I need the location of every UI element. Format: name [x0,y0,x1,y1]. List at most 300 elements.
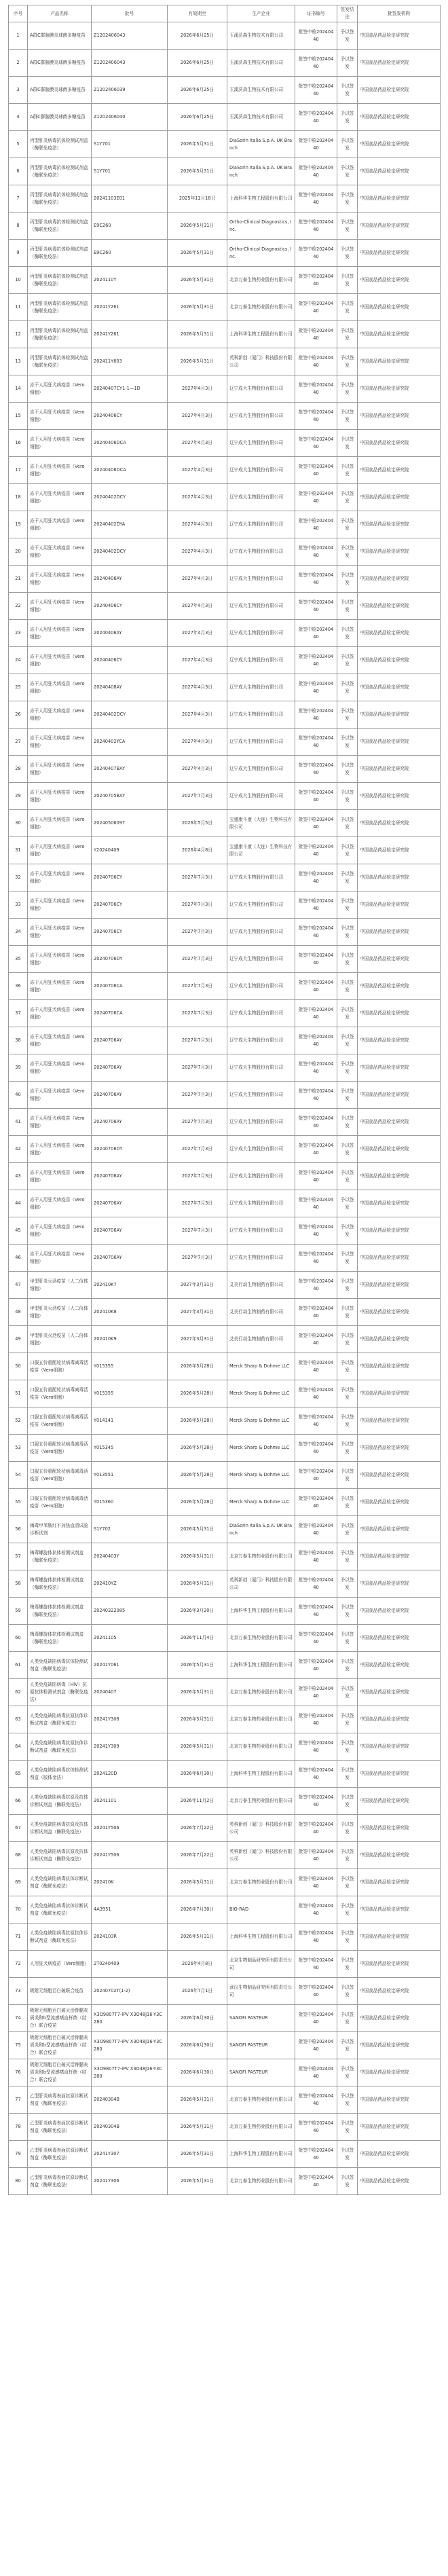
cell-release-authority: 中国食品药品检定研究院 [358,1217,441,1245]
table-row [9,2059,441,2086]
cell-release-authority: 中国食品药品检定研究院 [358,756,441,783]
cell-release-authority: 中国食品药品检定研究院 [358,1326,441,1353]
cell-batch-number: 20240406DCA [92,430,168,457]
cell-manufacturer: 辽宁成大生物股份有限公司 [227,511,295,538]
cell-product-name: 梅毒螺旋体抗体检测试剂盒（酶联免疫法） [28,1543,92,1570]
cell-release-conclusion: 予以签发 [337,1761,358,1788]
cell-certificate-number: 批签中检20240440 [295,22,337,50]
cell-batch-number: 20240407CY1-1—1D [92,375,168,403]
cell-release-conclusion: 予以签发 [337,1924,358,1951]
cell-index: 7 [9,185,28,213]
table-row [9,1842,441,1869]
cell-product-name: 吸附无细胞百白破灭活脊髓灰质炎和b型流感嗜血杆菌（结合）联合疫苗 [28,2032,92,2059]
cell-release-conclusion: 予以签发 [337,1543,358,1570]
cell-product-name: 人类免疫缺陷病毒抗原抗体诊断试剂盒（酶联免疫法） [28,1924,92,1951]
cell-certificate-number: 批签中检20240440 [295,538,337,566]
cell-release-authority: 中国食品药品检定研究院 [358,620,441,647]
cell-manufacturer: Merck Sharp & Dohme LLC [227,1380,295,1407]
cell-product-name: 冻干人用狂犬病疫苗（Vero细胞） [28,891,92,919]
cell-batch-number: 20240402DCY [92,484,168,511]
cell-release-conclusion: 予以签发 [337,375,358,403]
table-row [9,2141,441,2168]
cell-expiry-date: 2026年5月31日 [168,1924,227,1951]
cell-manufacturer: 辽宁成大生物股份有限公司 [227,1082,295,1109]
cell-release-authority: 中国食品药品检定研究院 [358,2114,441,2141]
cell-certificate-number: 批签中检20240440 [295,593,337,620]
cell-batch-number: 20240408AY [92,674,168,701]
table-row [9,294,441,321]
cell-expiry-date: 2027年7月3日 [168,1000,227,1027]
cell-manufacturer: SANOFI PASTEUR [227,2005,295,2032]
cell-release-conclusion: 予以签发 [337,1625,358,1652]
cell-batch-number: S1Y702 [92,1516,168,1543]
cell-manufacturer: SANOFI PASTEUR [227,2032,295,2059]
cell-product-name: 丙型肝炎病毒抗体检测试剂盒（酶联免疫法） [28,131,92,158]
cell-manufacturer: 上海科华生物工程股份有限公司 [227,2141,295,2168]
cell-batch-number: 20240706AY [92,1217,168,1245]
cell-release-authority: 中国食品药品检定研究院 [358,1516,441,1543]
cell-manufacturer: 北京生物制品研究所有限责任公司 [227,1951,295,1978]
cell-expiry-date: 2026年5月31日 [168,1679,227,1706]
cell-batch-number: 20241Y261 [92,321,168,348]
table-row [9,240,441,267]
cell-index: 36 [9,973,28,1000]
cell-certificate-number: 批签中检20240440 [295,1109,337,1136]
cell-release-authority: 中国食品药品检定研究院 [358,185,441,213]
cell-manufacturer: 辽宁成大生物股份有限公司 [227,783,295,810]
cell-index: 15 [9,403,28,430]
cell-release-conclusion: 予以签发 [337,2114,358,2141]
cell-certificate-number: 批签中检20240440 [295,213,337,240]
cell-product-name: 梅毒螺旋体抗体检测试剂盒（酶联免疫法） [28,1625,92,1652]
table-row [9,1190,441,1217]
cell-expiry-date: 2026年5月31日 [168,2168,227,2195]
cell-index: 12 [9,321,28,348]
table-row [9,1136,441,1163]
cell-product-name: A群C群脑膜炎球菌多糖疫苗 [28,104,92,131]
cell-batch-number: 20240304B [92,2086,168,2114]
cell-batch-number: 20240407 [92,1679,168,1706]
cell-batch-number: 20240706AY [92,1190,168,1217]
cell-manufacturer: 英科新创（厦门）科技股份有限公司 [227,1842,295,1869]
cell-index: 3 [9,77,28,104]
cell-manufacturer: 英科新创（厦门）科技股份有限公司 [227,1570,295,1598]
cell-expiry-date: 2027年4月3日 [168,375,227,403]
cell-index: 19 [9,511,28,538]
cell-batch-number: Z1202406043 [92,50,168,77]
cell-batch-number: 4A3951 [92,1896,168,1924]
cell-batch-number: 20240406DCA [92,457,168,484]
cell-product-name: 冻干人用狂犬病疫苗（Vero细胞） [28,810,92,837]
cell-index: 26 [9,701,28,729]
table-row [9,1000,441,1027]
cell-batch-number: 20241Y261 [92,294,168,321]
table-row [9,1027,441,1054]
cell-manufacturer: 辽宁成大生物股份有限公司 [227,375,295,403]
cell-expiry-date: 2026年5月31日 [168,1543,227,1570]
cell-expiry-date: 2026年4月8日 [168,837,227,864]
table-row [9,2086,441,2114]
table-body [9,22,441,2195]
cell-expiry-date: 2026年5月31日 [168,1869,227,1896]
table-row [9,1951,441,1978]
cell-release-conclusion: 予以签发 [337,484,358,511]
cell-product-name: 人类免疫缺陷病毒抗原及抗体诊断试剂盒（酶联免疫法） [28,1842,92,1869]
cell-expiry-date: 2026年7月22日 [168,1842,227,1869]
cell-expiry-date: 2027年7月3日 [168,891,227,919]
cell-index: 56 [9,1516,28,1543]
cell-release-conclusion: 予以签发 [337,267,358,294]
cell-certificate-number: 批签中检20240440 [295,1625,337,1652]
cell-batch-number: 20240702T(1-2) [92,1978,168,2005]
cell-index: 69 [9,1869,28,1896]
cell-batch-number: 20240706CY [92,919,168,946]
table-row [9,511,441,538]
cell-batch-number: 2024103R [92,1924,168,1951]
cell-certificate-number: 批签中检20240440 [295,674,337,701]
table-row [9,213,441,240]
cell-release-conclusion: 予以签发 [337,538,358,566]
cell-release-conclusion: 予以签发 [337,430,358,457]
cell-release-conclusion: 予以签发 [337,1054,358,1082]
cell-release-conclusion: 予以签发 [337,864,358,891]
cell-manufacturer: 辽宁成大生物股份有限公司 [227,1245,295,1272]
table-row [9,701,441,729]
cell-product-name: 冻干人用狂犬病疫苗（Vero细胞） [28,403,92,430]
cell-expiry-date: 2026年5月5日 [168,810,227,837]
cell-expiry-date: 2026年7月22日 [168,1815,227,1842]
table-row [9,1869,441,1896]
cell-release-authority: 中国食品药品检定研究院 [358,1299,441,1326]
cell-product-name: 人类免疫缺陷病毒抗原抗体诊断试剂盒（酶联免疫法） [28,1706,92,1733]
cell-batch-number: 20241Y061 [92,1652,168,1679]
cell-product-name: A群C群脑膜炎球菌多糖疫苗 [28,50,92,77]
cell-release-authority: 中国食品药品检定研究院 [358,1869,441,1896]
cell-release-conclusion: 予以签发 [337,321,358,348]
cell-expiry-date: 2027年4月3日 [168,566,227,593]
cell-batch-number: 20241Y506 [92,1842,168,1869]
cell-certificate-number: 批签中检20240440 [295,1598,337,1625]
cell-manufacturer: 辽宁成大生物股份有限公司 [227,538,295,566]
cell-index: 77 [9,2086,28,2114]
cell-manufacturer: 英科新创（厦门）科技股份有限公司 [227,348,295,375]
cell-expiry-date: 2027年4月3日 [168,457,227,484]
cell-release-conclusion: 予以签发 [337,1815,358,1842]
cell-product-name: 乙型肝炎病毒表面抗原诊断试剂盒（酶联免疫法） [28,2141,92,2168]
cell-certificate-number: 批签中检20240440 [295,1788,337,1815]
cell-batch-number: Y015360 [92,1489,168,1516]
cell-product-name: A群C群脑膜炎球菌多糖疫苗 [28,22,92,50]
cell-index: 66 [9,1788,28,1815]
table-row [9,729,441,756]
cell-certificate-number: 批签中检20240440 [295,1000,337,1027]
cell-release-authority: 中国食品药品检定研究院 [358,2059,441,2086]
cell-index: 60 [9,1625,28,1652]
cell-manufacturer: 艾美行动生物制药有限公司 [227,1326,295,1353]
table-row [9,756,441,783]
cell-certificate-number: 批签中检20240440 [295,484,337,511]
cell-index: 72 [9,1951,28,1978]
cell-release-authority: 中国食品药品检定研究院 [358,294,441,321]
table-row [9,1652,441,1679]
table-header-row [9,5,441,22]
cell-index: 59 [9,1598,28,1625]
cell-index: 32 [9,864,28,891]
cell-expiry-date: 2026年6月30日 [168,1761,227,1788]
cell-release-authority: 中国食品药品检定研究院 [358,1027,441,1054]
cell-expiry-date: 2026年5月31日 [168,1516,227,1543]
cell-release-conclusion: 予以签发 [337,1326,358,1353]
cell-index: 10 [9,267,28,294]
cell-expiry-date: 2026年5月31日 [168,348,227,375]
cell-manufacturer: 辽宁成大生物股份有限公司 [227,946,295,973]
cell-release-conclusion: 予以签发 [337,158,358,185]
cell-manufacturer: 上海科华生物工程股份有限公司 [227,1761,295,1788]
cell-expiry-date: 2027年4月3日 [168,701,227,729]
cell-manufacturer: 辽宁成大生物股份有限公司 [227,484,295,511]
cell-certificate-number: 批签中检20240440 [295,1326,337,1353]
cell-index: 75 [9,2032,28,2059]
cell-release-authority: 中国食品药品检定研究院 [358,1733,441,1761]
cell-release-authority: 中国食品药品检定研究院 [358,946,441,973]
cell-expiry-date: 2027年4月3日 [168,647,227,674]
cell-expiry-date: 2027年7月3日 [168,1082,227,1109]
cell-expiry-date: 2027年7月3日 [168,783,227,810]
cell-index: 67 [9,1815,28,1842]
cell-manufacturer: 辽宁成大生物股份有限公司 [227,674,295,701]
cell-batch-number: X3O9807T7-IPV X3O48J16-Y3C280 [92,2059,168,2086]
cell-manufacturer: 北京万泰生物药业股份有限公司 [227,1625,295,1652]
cell-batch-number: 20240706AY [92,1163,168,1190]
cell-release-conclusion: 予以签发 [337,240,358,267]
cell-certificate-number: 批签中检20240440 [295,810,337,837]
cell-expiry-date: 2027年7月3日 [168,1027,227,1054]
cell-certificate-number: 批签中检20240440 [295,1435,337,1462]
table-row [9,2168,441,2195]
cell-manufacturer: 玉溪沃森生物技术有限公司 [227,77,295,104]
cell-expiry-date: 2026年5月31日 [168,1652,227,1679]
cell-manufacturer: 辽宁成大生物股份有限公司 [227,891,295,919]
cell-manufacturer: 上海科华生物工程股份有限公司 [227,185,295,213]
cell-index: 55 [9,1489,28,1516]
cell-release-authority: 中国食品药品检定研究院 [358,2086,441,2114]
cell-product-name: 冻干人用狂犬病疫苗（Vero细胞） [28,1136,92,1163]
cell-product-name: 冻干人用狂犬病疫苗（Vero细胞） [28,430,92,457]
cell-index: 37 [9,1000,28,1027]
cell-release-conclusion: 予以签发 [337,2141,358,2168]
cell-index: 70 [9,1896,28,1924]
cell-expiry-date: 2026年5月31日 [168,131,227,158]
cell-manufacturer: 辽宁成大生物股份有限公司 [227,566,295,593]
cell-release-authority: 中国食品药品检定研究院 [358,1625,441,1652]
cell-certificate-number: 批签中检20240440 [295,1027,337,1054]
cell-product-name: 冻干人用狂犬病疫苗（Vero细胞） [28,1109,92,1136]
cell-release-conclusion: 予以签发 [337,131,358,158]
cell-manufacturer: 辽宁成大生物股份有限公司 [227,430,295,457]
cell-expiry-date: 2027年7月3日 [168,1054,227,1082]
cell-certificate-number: 批签中检20240440 [295,1054,337,1082]
cell-release-conclusion: 予以签发 [337,2032,358,2059]
table-row [9,1245,441,1272]
cell-batch-number: 202410K7 [92,1272,168,1299]
cell-product-name: 冻干人用狂犬病疫苗（Vero细胞） [28,973,92,1000]
cell-batch-number: 20240706DY [92,946,168,973]
cell-batch-number: Z1202406043 [92,22,168,50]
cell-expiry-date: 2026年5月31日 [168,321,227,348]
cell-product-name: 冻干人用狂犬病疫苗（Vero细胞） [28,919,92,946]
cell-batch-number: 2024110Y [92,267,168,294]
cell-release-authority: 中国食品药品检定研究院 [358,430,441,457]
cell-batch-number: 20240706CA [92,1000,168,1027]
table-row [9,1435,441,1462]
cell-release-authority: 中国食品药品检定研究院 [358,593,441,620]
cell-certificate-number: 批签中检20240440 [295,566,337,593]
cell-index: 73 [9,1978,28,2005]
cell-certificate-number: 批签中检20240440 [295,457,337,484]
cell-manufacturer: DiaSorin Italia S.p.A. UK Branch [227,131,295,158]
cell-index: 1 [9,22,28,50]
cell-certificate-number: 批签中检20240440 [295,403,337,430]
cell-release-conclusion: 予以签发 [337,837,358,864]
cell-release-conclusion: 予以签发 [337,1598,358,1625]
header-index: 序号 [9,5,28,22]
cell-manufacturer: 宝盛康斗康（大连）生物科技有限公司 [227,810,295,837]
cell-batch-number: S1Y701 [92,158,168,185]
cell-expiry-date: 2027年4月3日 [168,538,227,566]
cell-expiry-date: 2026年5月31日 [168,1570,227,1598]
cell-release-conclusion: 予以签发 [337,1788,358,1815]
cell-expiry-date: 2026年6月25日 [168,22,227,50]
table-row [9,810,441,837]
table-row [9,321,441,348]
cell-expiry-date: 2026年5月28日 [168,1380,227,1407]
cell-batch-number: 20241103E01 [92,185,168,213]
cell-batch-number: 20240402DYA [92,511,168,538]
cell-manufacturer: 辽宁成大生物股份有限公司 [227,1190,295,1217]
cell-index: 22 [9,593,28,620]
table-row [9,1788,441,1815]
cell-batch-number: 20241Y309 [92,1733,168,1761]
cell-product-name: 口服五价重配轮状病毒减毒活疫苗（Vero细胞） [28,1435,92,1462]
cell-expiry-date: 2026年5月28日 [168,1407,227,1435]
cell-product-name: 冻干人用狂犬病疫苗（Vero细胞） [28,566,92,593]
cell-product-name: 甲型肝炎灭活疫苗（人二倍体细胞） [28,1326,92,1353]
cell-product-name: 丙型肝炎病毒抗体检测试剂盒（酶联免疫法） [28,240,92,267]
cell-certificate-number: 批签中检20240440 [295,511,337,538]
cell-release-authority: 中国食品药品检定研究院 [358,674,441,701]
table-row [9,837,441,864]
cell-batch-number: 20240506097 [92,810,168,837]
cell-release-conclusion: 予以签发 [337,294,358,321]
cell-product-name: 人类免疫缺陷病毒抗体诊断试剂盒（酶联免疫法） [28,1869,92,1896]
cell-product-name: 冻干人用狂犬病疫苗（Vero细胞） [28,1054,92,1082]
cell-batch-number: 20240706AY [92,1109,168,1136]
cell-manufacturer: 玉溪沃森生物技术有限公司 [227,50,295,77]
cell-release-authority: 中国食品药品检定研究院 [358,1190,441,1217]
cell-manufacturer: 北京万泰生物药业股份有限公司 [227,2168,295,2195]
cell-certificate-number: 批签中检20240440 [295,430,337,457]
cell-expiry-date: 2027年4月3日 [168,674,227,701]
table-row [9,620,441,647]
cell-release-conclusion: 予以签发 [337,1109,358,1136]
cell-batch-number: 202410K9 [92,1326,168,1353]
cell-batch-number: 20240403Y [92,1543,168,1570]
cell-certificate-number: 批签中检20240440 [295,1380,337,1407]
cell-release-conclusion: 予以签发 [337,1245,358,1272]
table-row [9,2005,441,2032]
batch-release-table [8,5,441,2195]
cell-manufacturer: 辽宁成大生物股份有限公司 [227,1217,295,1245]
cell-expiry-date: 2026年6月30日 [168,2005,227,2032]
cell-release-conclusion: 予以签发 [337,946,358,973]
cell-index: 43 [9,1163,28,1190]
cell-certificate-number: 批签中检20240440 [295,1272,337,1299]
cell-index: 53 [9,1435,28,1462]
cell-manufacturer: 艾美行动生物制药有限公司 [227,1299,295,1326]
cell-release-authority: 中国食品药品检定研究院 [358,837,441,864]
cell-release-authority: 中国食品药品检定研究院 [358,77,441,104]
cell-expiry-date: 2026年5月31日 [168,213,227,240]
cell-certificate-number: 批签中检20240440 [295,2168,337,2195]
table-row [9,1598,441,1625]
cell-index: 18 [9,484,28,511]
cell-expiry-date: 2026年5月31日 [168,240,227,267]
cell-expiry-date: 2026年5月31日 [168,2141,227,2168]
cell-certificate-number: 批签中检20240440 [295,1462,337,1489]
cell-batch-number: Y015355 [92,1353,168,1380]
cell-release-authority: 中国食品药品检定研究院 [358,864,441,891]
table-row [9,1896,441,1924]
cell-batch-number: 2024120D [92,1761,168,1788]
header-product-name: 产品名称 [28,5,92,22]
cell-batch-number: 202410K8 [92,1299,168,1326]
cell-release-authority: 中国食品药品检定研究院 [358,1761,441,1788]
cell-manufacturer: 上海科华生物工程股份有限公司 [227,1598,295,1625]
header-manufacturer: 生产企业 [227,5,295,22]
cell-certificate-number: 批签中检20240440 [295,2005,337,2032]
cell-release-conclusion: 予以签发 [337,2168,358,2195]
table-row [9,50,441,77]
cell-manufacturer: 玉溪沃森生物技术有限公司 [227,104,295,131]
cell-release-conclusion: 予以签发 [337,566,358,593]
cell-release-authority: 中国食品药品检定研究院 [358,348,441,375]
table-row [9,1054,441,1082]
cell-certificate-number: 批签中检20240440 [295,1217,337,1245]
cell-expiry-date: 2027年4月3日 [168,511,227,538]
cell-release-conclusion: 予以签发 [337,593,358,620]
cell-release-authority: 中国食品药品检定研究院 [358,1000,441,1027]
cell-product-name: 冻干人用狂犬病疫苗（Vero细胞） [28,457,92,484]
cell-product-name: 人类免疫缺陷病毒抗体检测试剂盒（酶联免疫法） [28,1652,92,1679]
cell-release-conclusion: 予以签发 [337,1462,358,1489]
cell-release-authority: 中国食品药品检定研究院 [358,891,441,919]
cell-release-conclusion: 予以签发 [337,77,358,104]
cell-index: 13 [9,348,28,375]
table-row [9,1217,441,1245]
cell-product-name: 口服五价重配轮状病毒减毒活疫苗（Vero细胞） [28,1489,92,1516]
cell-release-conclusion: 予以签发 [337,674,358,701]
cell-release-authority: 中国食品药品检定研究院 [358,22,441,50]
cell-batch-number: 20240706CA [92,973,168,1000]
cell-expiry-date: 2027年3月31日 [168,1272,227,1299]
cell-manufacturer: 辽宁成大生物股份有限公司 [227,403,295,430]
cell-release-conclusion: 予以签发 [337,756,358,783]
cell-release-conclusion: 予以签发 [337,1190,358,1217]
cell-batch-number: E9C260 [92,213,168,240]
cell-index: 48 [9,1299,28,1326]
cell-manufacturer: 辽宁成大生物股份有限公司 [227,973,295,1000]
cell-release-conclusion: 予以签发 [337,2005,358,2032]
